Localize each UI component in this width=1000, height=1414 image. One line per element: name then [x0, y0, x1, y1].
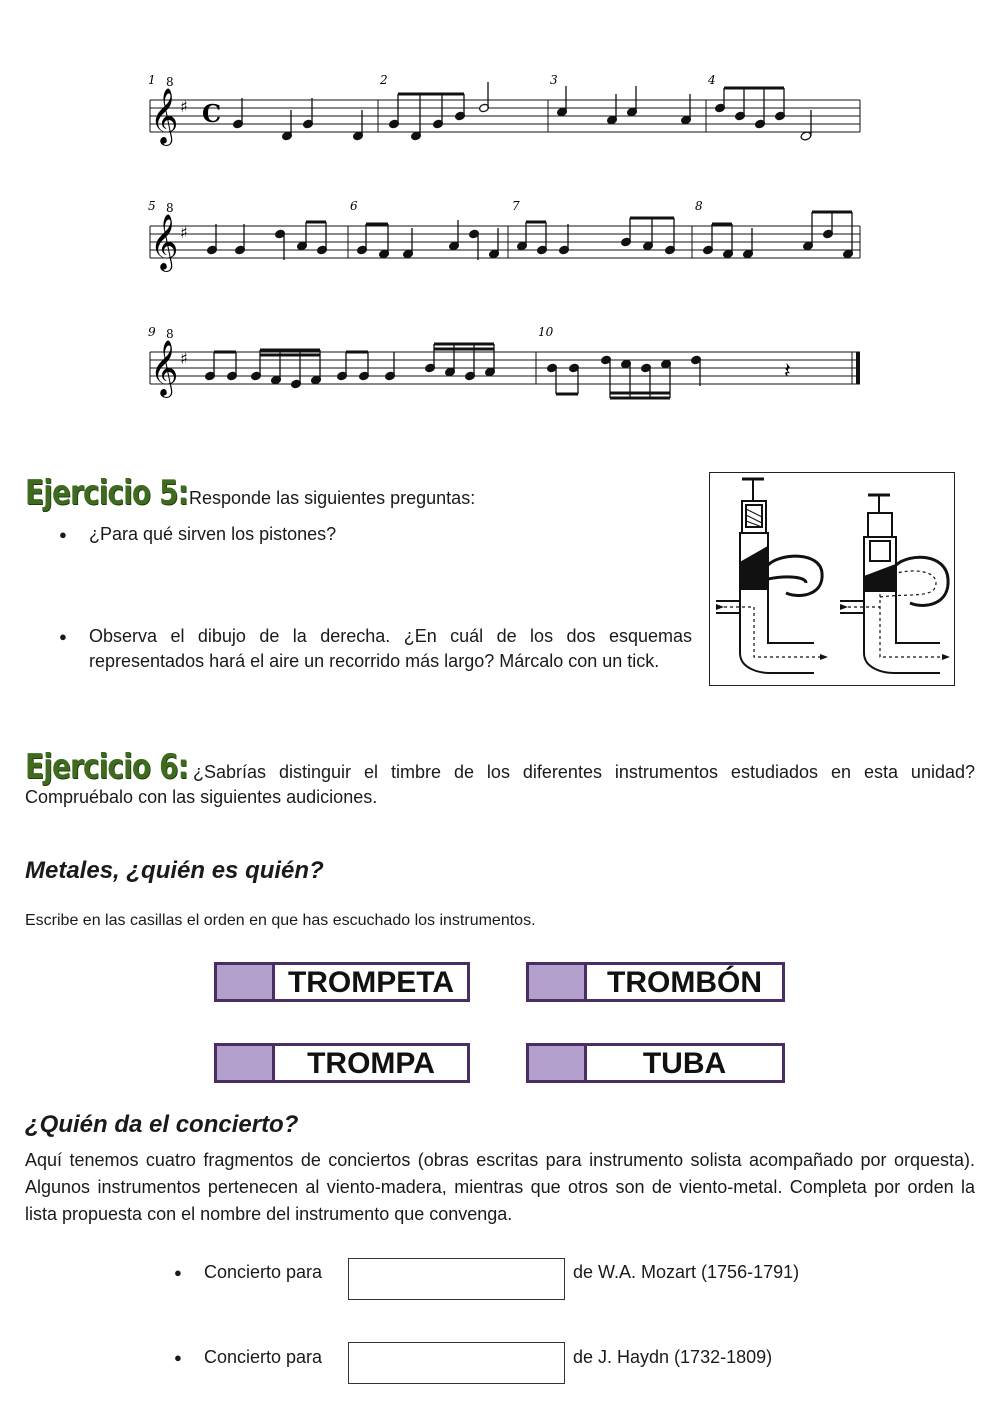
instrument-label: TUBA [642, 1047, 727, 1080]
concert-item-2-prefix: ● Concierto para [204, 1345, 322, 1370]
measure-number: 7 [512, 199, 520, 213]
concert-item-1-prefix: ● Concierto para [204, 1260, 322, 1285]
measure-number: 1 [148, 73, 156, 87]
quarter-rest: 𝄽 [784, 359, 791, 384]
score-system-1 [140, 70, 870, 160]
metales-heading: Metales, ¿quién es quién? [25, 857, 324, 884]
instrument-box-trompa[interactable] [214, 1043, 470, 1083]
measure-number: 4 [708, 73, 716, 87]
measure-number: 6 [350, 199, 358, 213]
time-signature: C [202, 99, 222, 128]
piston-diagram[interactable] [709, 472, 955, 686]
score-system-3 [140, 322, 870, 412]
octave-mark: 8 [166, 201, 174, 215]
instrument-box-trompeta[interactable] [214, 962, 470, 1002]
concierto-paragraph: Aquí tenemos cuatro fragmentos de conciertos (obras escritas para instrumento solista acompañado por orquesta). Algunos instrumentos pertenecen al viento-madera, mientras que otros son de viento-metal. Completa por orden la lista propuesta con el nombre del instrumento que convenga. [25, 1150, 975, 1224]
score-system-2 [140, 196, 870, 286]
instrument-box-trombon[interactable] [526, 962, 785, 1002]
ex5-intro: Responde las siguientes preguntas: [189, 488, 476, 508]
ex5-title: Ejercicio 5: [25, 473, 189, 513]
metales-instruction: Escribe en las casillas el orden en que has escuchado los instrumentos. [25, 912, 536, 929]
order-input-trompeta[interactable] [217, 965, 275, 999]
instrument-label: TROMBÓN [607, 966, 762, 999]
concierto-heading: ¿Quién da el concierto? [25, 1111, 299, 1138]
order-input-trompa[interactable] [217, 1046, 275, 1080]
instrument-label: TROMPA [307, 1047, 435, 1080]
octave-mark: 8 [166, 327, 174, 341]
instrument-box-tuba[interactable] [526, 1043, 785, 1083]
ex5-question-1: ● ¿Para qué sirven los pistones? [89, 522, 689, 547]
order-input-tuba[interactable] [529, 1046, 587, 1080]
octave-mark: 8 [166, 75, 174, 89]
ex6-title: Ejercicio 6: [25, 747, 189, 787]
key-sharp: ♯ [180, 97, 188, 116]
ex6-intro: ¿Sabrías distinguir el timbre de los diferentes instrumentos estudiados en esta unidad? Compruébalo con las siguientes audiciones. [25, 762, 975, 807]
concert-item-1-suffix: de W.A. Mozart (1756-1791) [573, 1262, 800, 1282]
measure-number: 5 [148, 199, 156, 213]
key-sharp: ♯ [180, 349, 188, 368]
key-sharp: ♯ [180, 223, 188, 242]
concert-item-2-suffix: de J. Haydn (1732-1809) [573, 1347, 773, 1367]
instrument-label: TROMPETA [287, 966, 455, 999]
concert-answer-2[interactable] [348, 1342, 565, 1384]
measure-number: 10 [538, 325, 554, 339]
treble-clef: 𝄞 [150, 88, 179, 144]
measure-number: 2 [380, 73, 388, 87]
order-input-trombon[interactable] [529, 965, 587, 999]
ex5-title-row [25, 473, 685, 513]
treble-clef: 𝄞 [150, 340, 179, 396]
measure-number: 3 [550, 73, 558, 87]
concert-answer-1[interactable] [348, 1258, 565, 1300]
treble-clef: 𝄞 [150, 214, 179, 270]
piston-diagram-drawing [710, 473, 954, 685]
measure-number: 8 [695, 199, 703, 213]
ex5-question-2: ● Observa el dibujo de la derecha. ¿En cuál de los dos esquemas representados hará el aire un recorrido más largo? Márcalo con un tick. [89, 624, 692, 674]
measure-number: 9 [148, 325, 156, 339]
